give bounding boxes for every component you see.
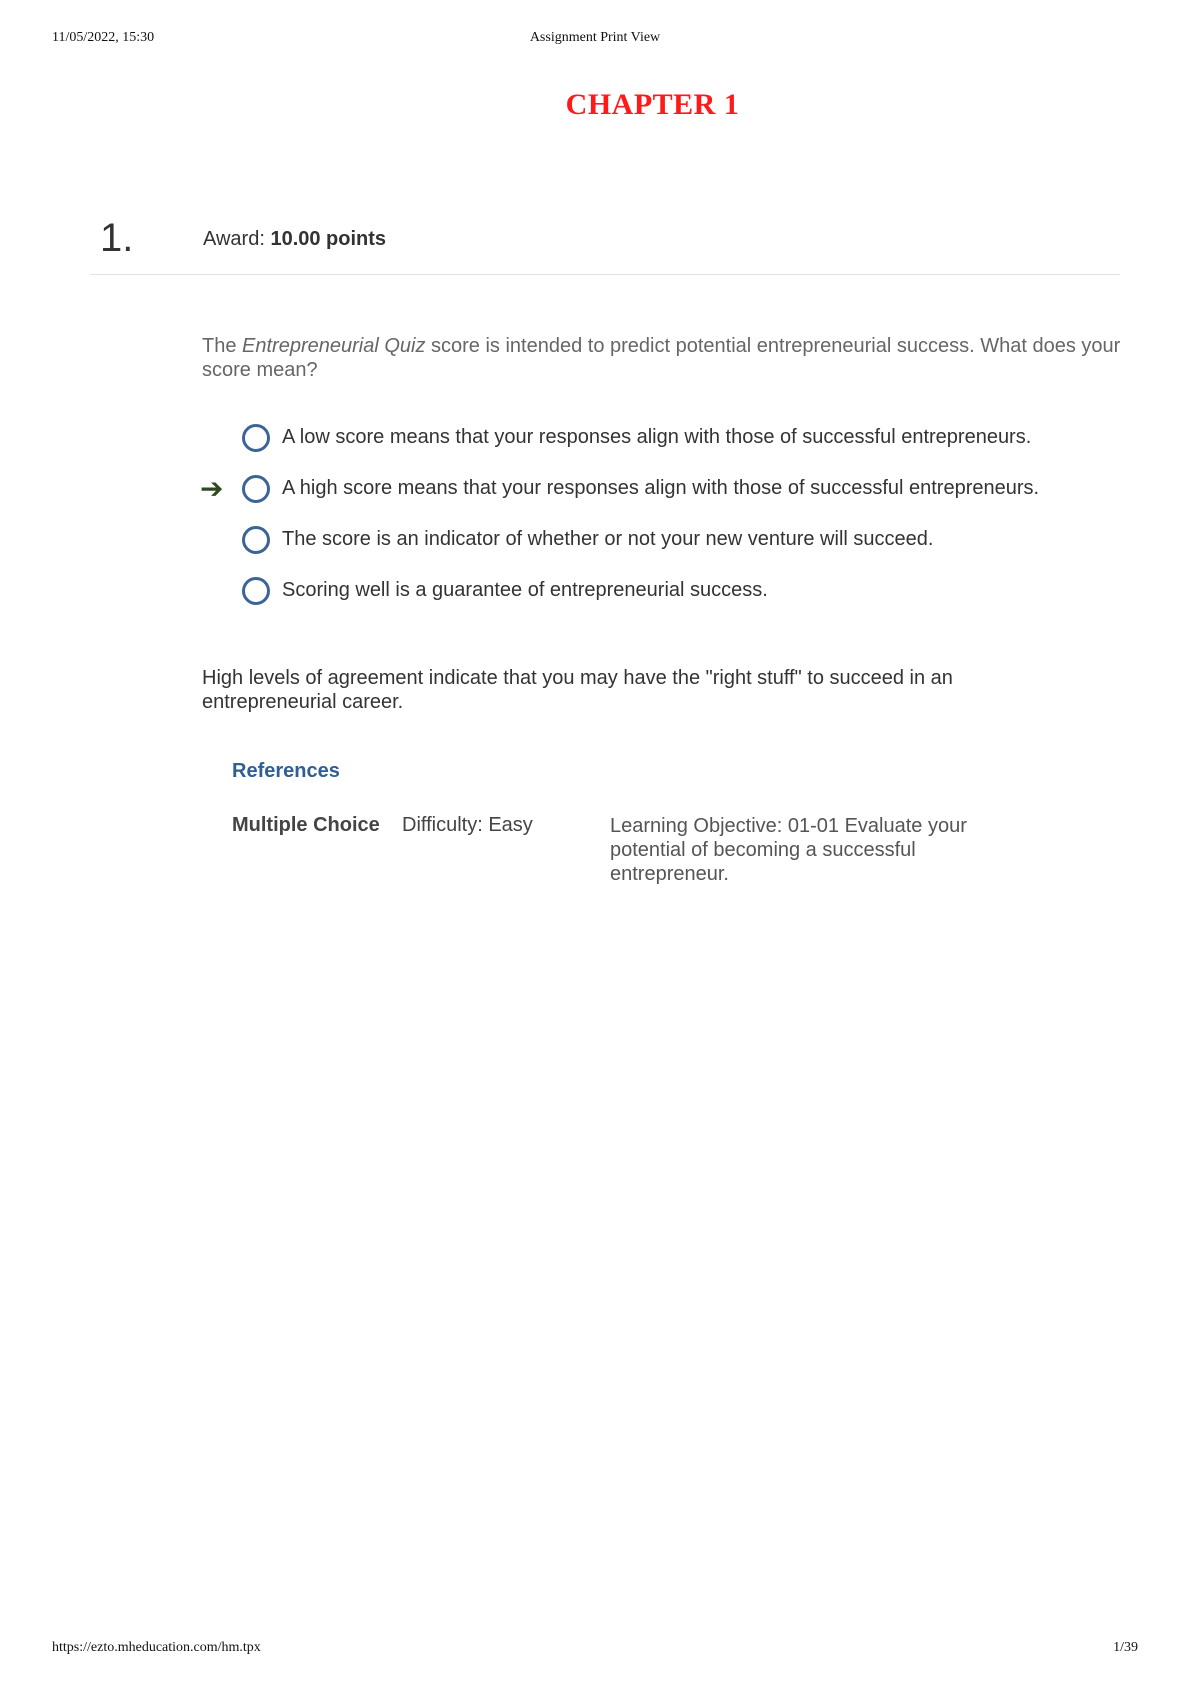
question-number: 1. (100, 216, 134, 260)
references-heading: References (232, 760, 340, 782)
prompt-text-before: The (202, 335, 243, 357)
answer-option[interactable] (200, 420, 1130, 471)
radio-button[interactable] (242, 475, 270, 503)
question-prompt (202, 334, 1132, 382)
radio-button[interactable] (242, 526, 270, 554)
answer-option[interactable] (200, 522, 1130, 573)
answer-option-label: The score is an indicator of whether or not your new venture will succeed. (282, 528, 934, 550)
award-points: 10.00 points (270, 228, 387, 250)
answer-feedback: High levels of agreement indicate that you may have the "right stuff" to succeed in an entrepreneurial career. (202, 667, 953, 713)
chapter-title: CHAPTER 1 (565, 88, 740, 121)
award-label: Award: (203, 228, 265, 250)
prompt-text-italic: Entrepreneurial Quiz (242, 335, 426, 357)
learning-objective: Learning Objective: 01-01 Evaluate your potential of becoming a successful entrepreneur. (610, 815, 967, 885)
answer-option-correct[interactable] (200, 471, 1130, 522)
print-footer (52, 1640, 1138, 1660)
radio-button[interactable] (242, 424, 270, 452)
answer-option-label: A low score means that your responses align with those of successful entrepreneurs. (282, 426, 1032, 448)
difficulty: Difficulty: Easy (402, 814, 533, 836)
award (203, 228, 386, 251)
print-header (52, 30, 1138, 50)
prompt-text-after: score is intended to predict potential entrepreneurial success. What does your score mean? (202, 335, 1121, 381)
footer-url: https://ezto.mheducation.com/hm.tpx (52, 1640, 261, 1655)
answer-options (200, 420, 1130, 624)
answer-option-label: Scoring well is a guarantee of entrepreneurial success. (282, 579, 768, 601)
correct-arrow-icon: ➔ (200, 473, 224, 504)
print-title: Assignment Print View (529, 30, 661, 45)
page-number: 1/39 (1113, 1640, 1138, 1655)
question-header (90, 214, 1120, 275)
question-type: Multiple Choice (232, 814, 380, 836)
answer-option[interactable] (200, 573, 1130, 624)
radio-button[interactable] (242, 577, 270, 605)
print-datetime: 11/05/2022, 15:30 (52, 30, 155, 45)
answer-option-label: A high score means that your responses align with those of successful entrepreneurs. (282, 477, 1040, 499)
